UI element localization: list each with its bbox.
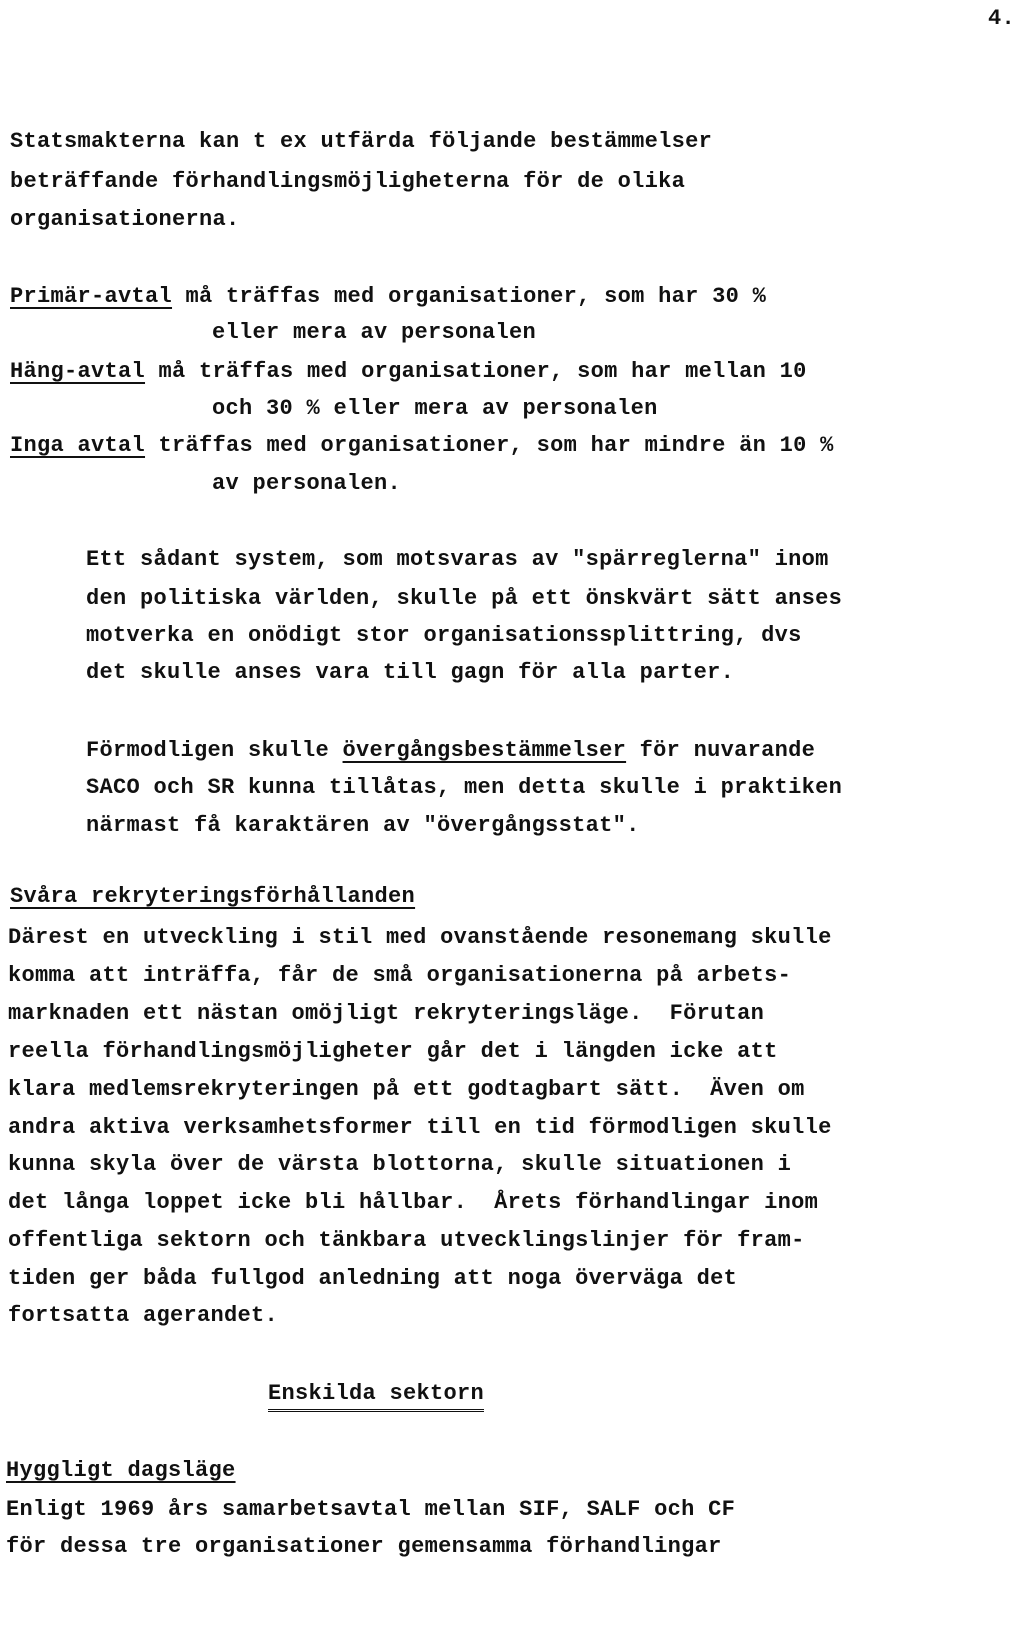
- text-line: [86, 738, 815, 764]
- text-line: komma att inträffa, får de små organisationerna på arbets-: [8, 963, 792, 988]
- rule-hang: [10, 359, 807, 385]
- text-line: kunna skyla över de värsta blottorna, skulle situationen i: [8, 1152, 792, 1177]
- text-line: Ett sådant system, som motsvaras av "spärreglerna" inom: [86, 547, 829, 572]
- text-span: Förmodligen skulle: [86, 738, 343, 763]
- text-line: den politiska världen, skulle på ett önskvärt sätt anses: [86, 586, 843, 611]
- text-line: det långa loppet icke bli hållbar. Årets förhandlingar inom: [8, 1190, 819, 1215]
- text-span: för nuvarande: [626, 738, 816, 763]
- rule-continuation: eller mera av personalen: [212, 320, 537, 345]
- text-line: beträffande förhandlingsmöjligheterna för de olika: [10, 169, 686, 194]
- text-line: organisationerna.: [10, 207, 240, 232]
- rule-inga: [10, 433, 834, 459]
- heading-enskilda-sektorn: Enskilda sektorn: [268, 1381, 484, 1412]
- text-line: offentliga sektorn och tänkbara utvecklingslinjer för fram-: [8, 1228, 805, 1253]
- page-number: 4.: [988, 6, 1016, 31]
- text-line: reella förhandlingsmöjligheter går det i längden icke att: [8, 1039, 778, 1064]
- text-line: andra aktiva verksamhetsformer till en tid förmodligen skulle: [8, 1115, 832, 1140]
- text-line: SACO och SR kunna tillåtas, men detta skulle i praktiken: [86, 775, 843, 800]
- text-line: Statsmakterna kan t ex utfärda följande bestämmelser: [10, 129, 713, 154]
- text-line: marknaden ett nästan omöjligt rekryteringsläge. Förutan: [8, 1001, 765, 1026]
- text-line: klara medlemsrekryteringen på ett godtagbart sätt. Även om: [8, 1077, 805, 1102]
- rule-text: må träffas med organisationer, som har 30 %: [172, 284, 767, 309]
- text-line: tiden ger båda fullgod anledning att noga överväga det: [8, 1266, 738, 1291]
- rule-continuation: av personalen.: [212, 471, 402, 496]
- term-primar-avtal: Primär-avtal: [10, 284, 173, 309]
- heading-rekrytering: Svåra rekryteringsförhållanden: [10, 884, 416, 909]
- term-inga-avtal: Inga avtal: [10, 433, 146, 458]
- term-hang-avtal: Häng-avtal: [10, 359, 146, 384]
- text-line: Därest en utveckling i stil med ovanstående resonemang skulle: [8, 925, 832, 950]
- rule-continuation: och 30 % eller mera av personalen: [212, 396, 658, 421]
- text-line: närmast få karaktären av "övergångsstat".: [86, 813, 640, 838]
- rule-primar: [10, 284, 766, 310]
- rule-text: må träffas med organisationer, som har mellan 10: [145, 359, 807, 384]
- text-line: motverka en onödigt stor organisationssplittring, dvs: [86, 623, 802, 648]
- text-line: Enligt 1969 års samarbetsavtal mellan SIF, SALF och CF: [6, 1497, 736, 1522]
- rule-text: träffas med organisationer, som har mindre än 10 %: [145, 433, 834, 458]
- heading-dagslage: Hyggligt dagsläge: [6, 1458, 236, 1483]
- text-line: fortsatta agerandet.: [8, 1303, 279, 1328]
- text-line: det skulle anses vara till gagn för alla parter.: [86, 660, 735, 685]
- text-line: för dessa tre organisationer gemensamma förhandlingar: [6, 1534, 722, 1559]
- term-overgangsbestammelser: övergångsbestämmelser: [342, 738, 627, 763]
